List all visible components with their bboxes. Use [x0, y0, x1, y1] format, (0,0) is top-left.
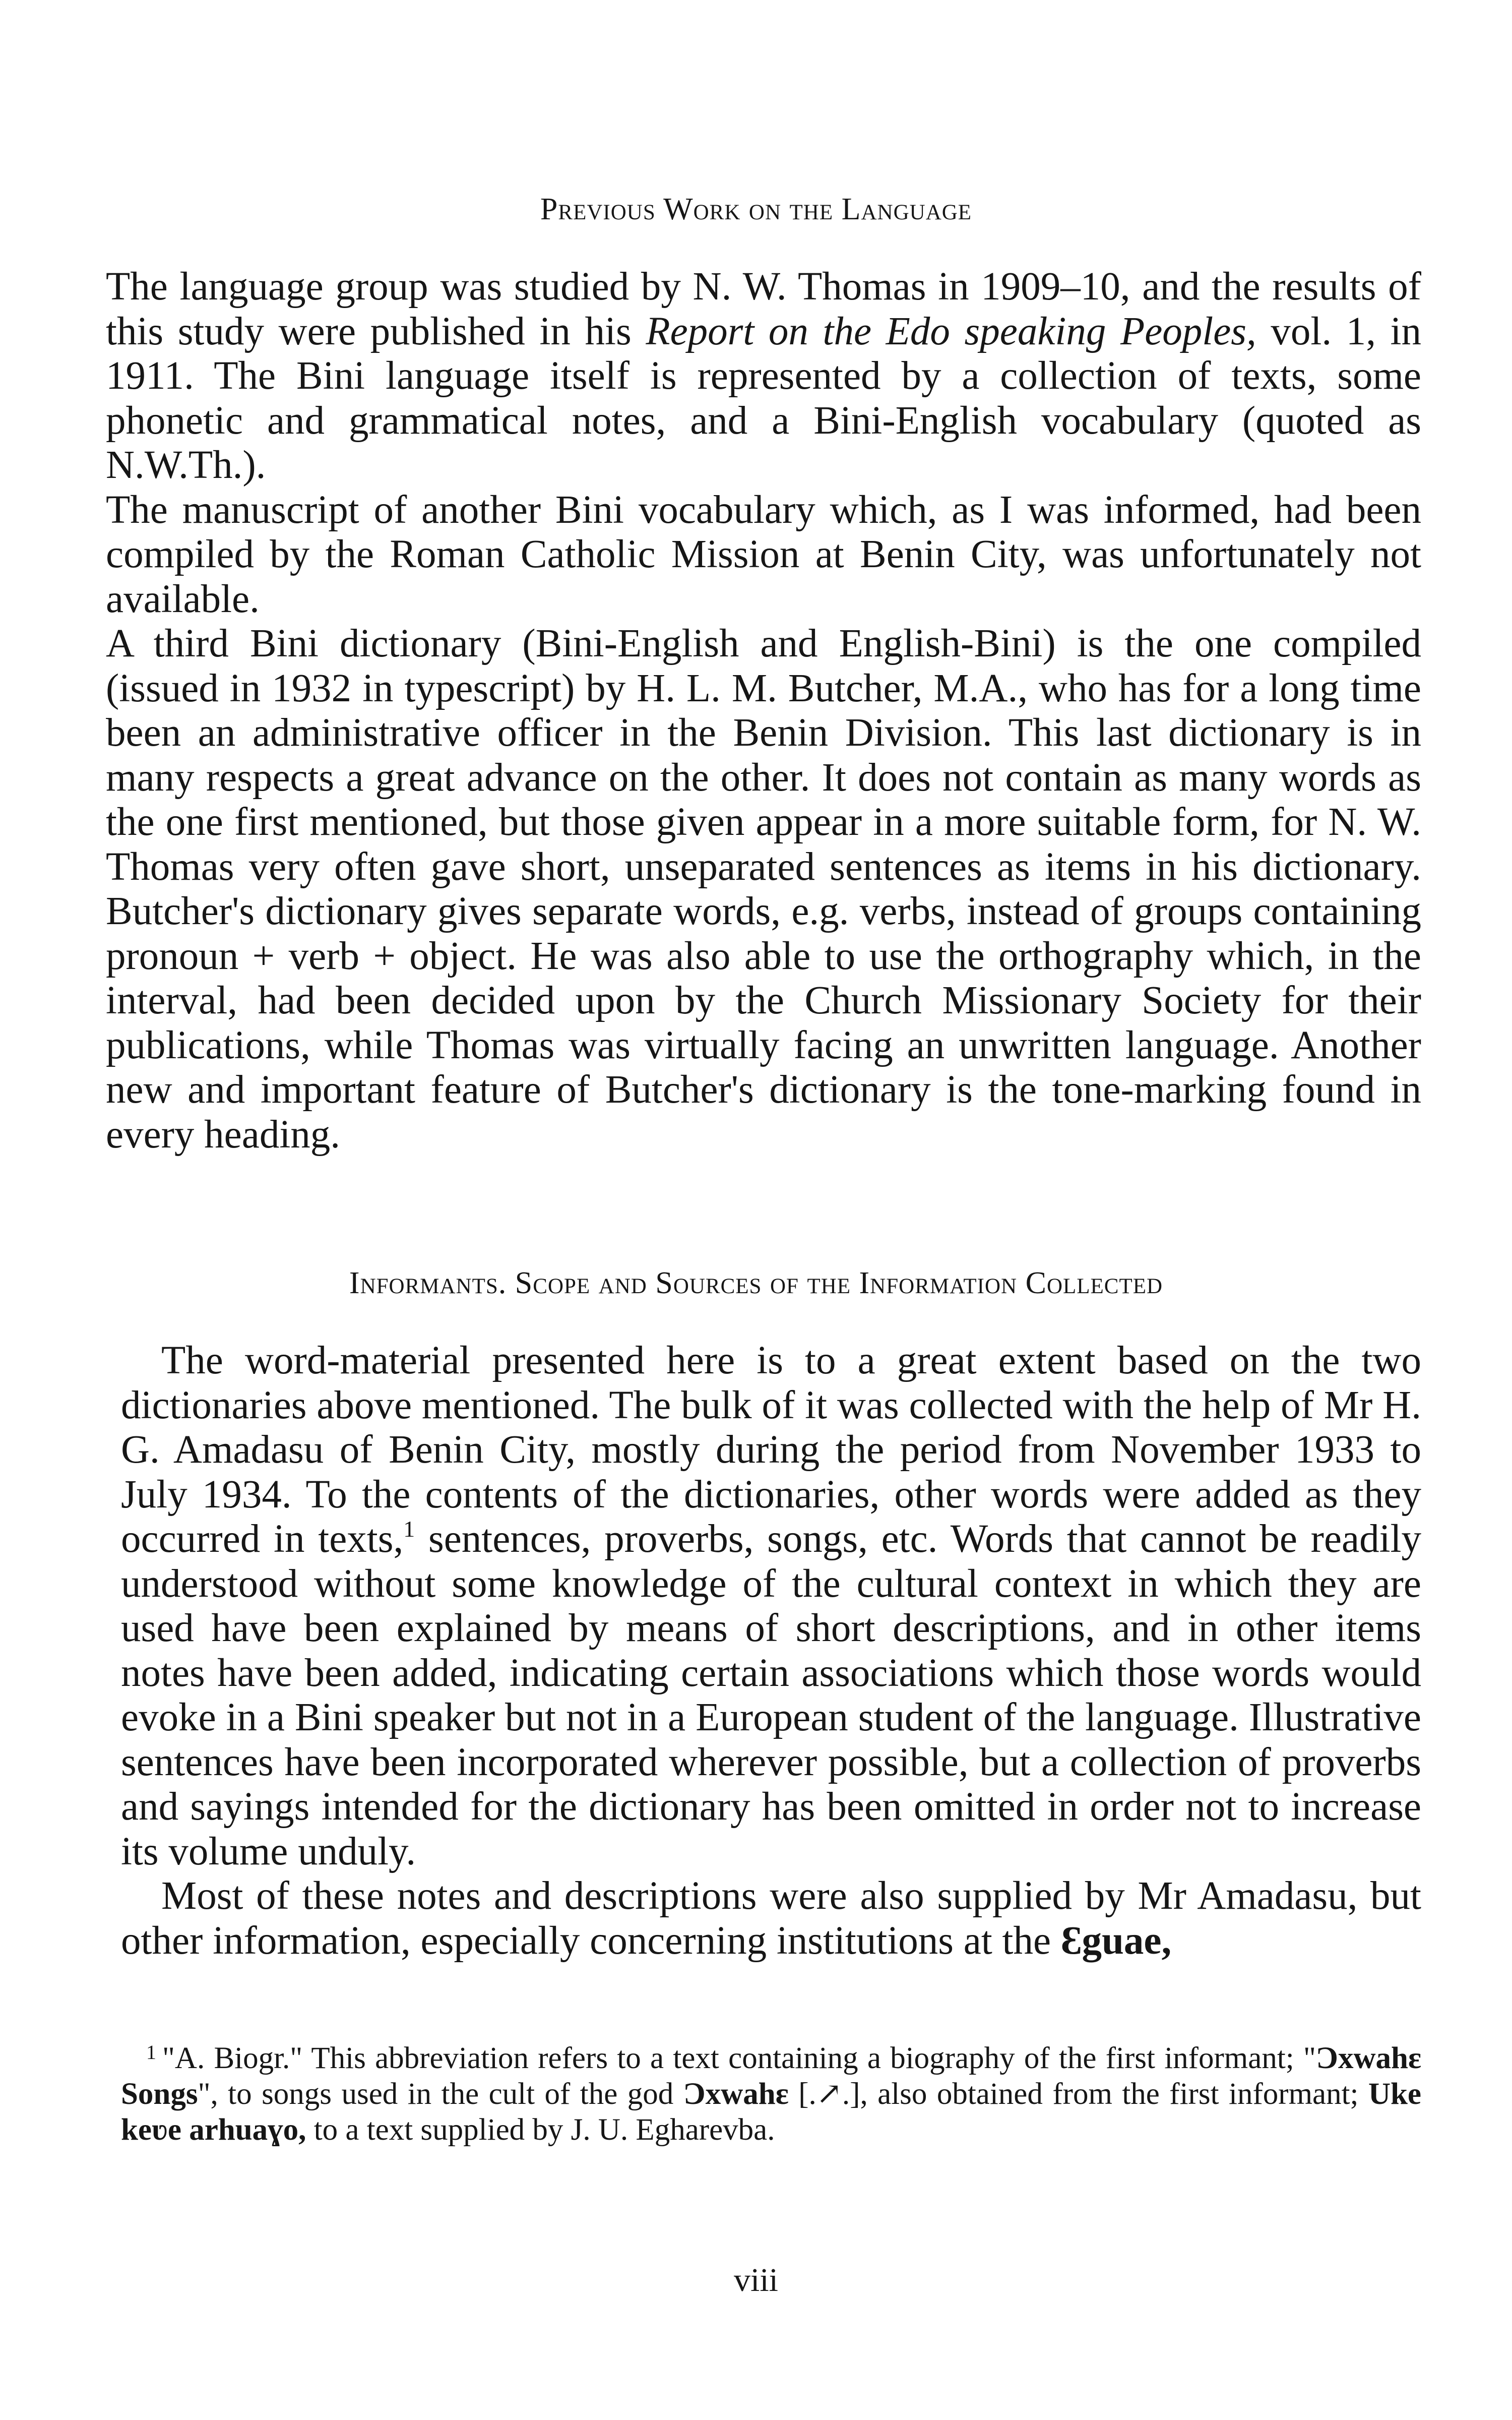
footnote-text: ", to songs used in the cult of the god: [198, 2077, 683, 2111]
paragraph: The manuscript of another Bini vocabulary which, as I was informed, had been compiled by the Roman Catholic Mission at Benin City, was unfortunately not available.: [106, 488, 1421, 621]
footnote-text: .], also obtained from the first informant;: [842, 2077, 1368, 2111]
bini-term: Ɔxwahɛ: [683, 2077, 789, 2111]
paragraph: A third Bini dictionary (Bini-English and English-Bini) is the one compiled (issued in 1932 in typescript) by H. L. M. Butcher, M.A., who has for a long time been an administrative officer in the Benin Division. This last dictionary is in many respects a great advance on the other. It does not contain as many words as the one first mentioned, but those given appear in a more suitable form, for N. W. Thomas very often gave short, unseparated sentences as items in his dictionary. Butcher's dictionary gives separate words, e.g. verbs, instead of groups containing pronoun + verb + object. He was also able to use the orthography which, in the interval, had been decided upon by the Church Missionary Society for their publications, while Thomas was virtually facing an unwritten language. Another new and important feature of Butcher's dictionary is the tone-marking found in every heading.: [106, 622, 1421, 1157]
paragraph-text: sentences, proverbs, songs, etc. Words that cannot be readily understood without some knowledge of the cultural context in which they are used have been explained by means of short descriptions, and in other items notes have been added, indicating certain associations which those words would evoke in a Bini speaker but not in a European student of the language. Illustrative sentences have been incorporated wherever possible, but a collection of proverbs and sayings intended for the dictionary has been omitted in order not to increase its volume unduly.: [121, 1517, 1421, 1873]
footnote-reference: 1: [403, 1516, 415, 1542]
section-informants-body: [121, 1339, 1421, 1963]
section-previous-work-body: [106, 265, 1421, 1157]
bini-term: Uke keʋe arhuaɣo,: [121, 2077, 1421, 2147]
footnote-text: [.: [788, 2077, 816, 2111]
paragraph-text: The language group was studied by N. W. Thomas in 1909–10, and the results of this study were published in his: [106, 265, 1421, 353]
bini-term: Ɛguae,: [1060, 1918, 1172, 1963]
footnote-marker: 1: [146, 2041, 156, 2064]
bini-term: Ɔxwahɛ Songs: [121, 2041, 1421, 2111]
paragraph: [106, 265, 1421, 488]
page-number: viii: [733, 2262, 778, 2298]
section-heading-previous-work: Previous Work on the Language: [540, 192, 972, 226]
report-title: Report on the Edo speaking Peoples,: [646, 309, 1256, 353]
footnote-text: to a text supplied by J. U. Egharevba.: [306, 2113, 775, 2147]
footnote: [121, 2034, 1421, 2148]
paragraph-text: The word-material presented here is to a great extent based on the two dictionaries above mentioned. The bulk of it was collected with the help of Mr H. G. Amadasu of Benin City, mostly during the period from November 1933 to July 1934. To the contents of the dictionaries, other words were added as they occurred in texts,: [121, 1339, 1421, 1561]
tone-mark: ↗: [816, 2077, 842, 2111]
paragraph-text: vol. 1, in 1911. The Bini language itself is represented by a collection of texts, some phonetic and grammatical notes, and a Bini-English vocabulary (quoted as N.W.Th.).: [106, 309, 1421, 487]
paragraph-text: Most of these notes and descriptions were also supplied by Mr Amadasu, but other information, especially concerning institutions at the: [121, 1874, 1421, 1963]
paragraph: [121, 1874, 1421, 1963]
footnotes: [121, 2034, 1421, 2148]
paragraph: [121, 1339, 1421, 1874]
section-heading-informants: Informants. Scope and Sources of the Information Collected: [349, 1266, 1163, 1300]
footnote-text: "A. Biogr." This abbreviation refers to a text containing a biography of the first informant; ": [162, 2041, 1316, 2075]
